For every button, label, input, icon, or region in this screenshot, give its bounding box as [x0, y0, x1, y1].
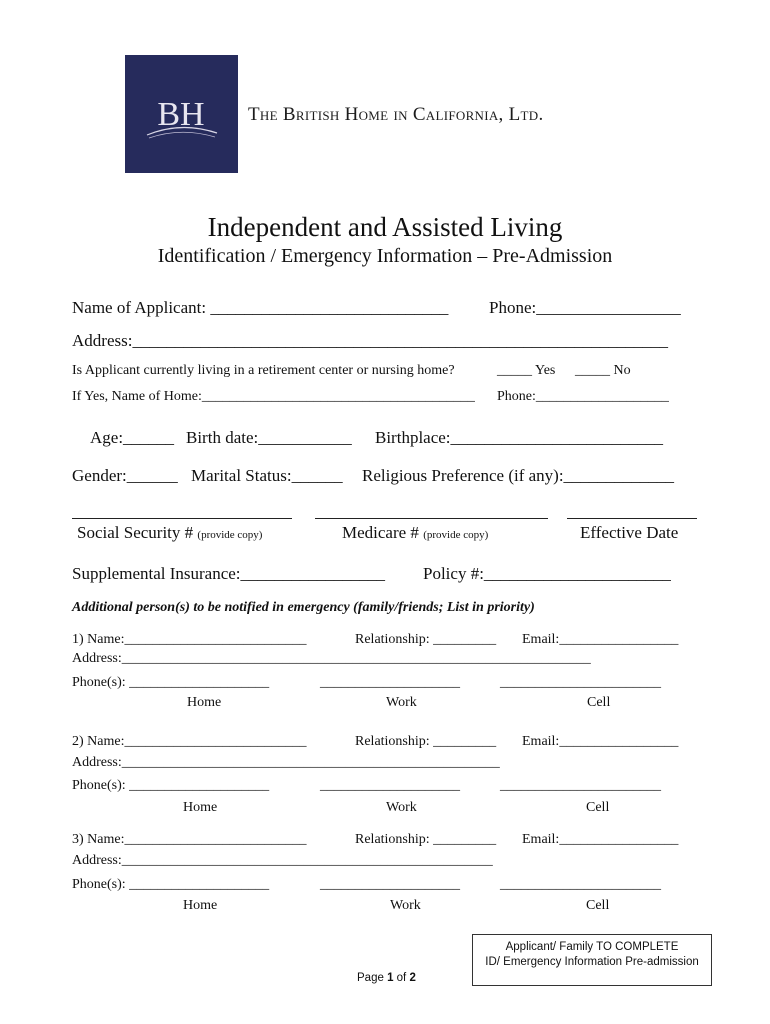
medicare-line[interactable] — [315, 518, 548, 519]
home-phone-field[interactable]: Phone:___________________ — [497, 389, 669, 404]
applicant-address-field[interactable]: Address:_______________________________________________________________ — [72, 331, 668, 350]
ssn-line[interactable] — [72, 518, 292, 519]
contact-2-cell-label: Cell — [586, 800, 610, 815]
living-question: Is Applicant currently living in a retirement center or nursing home? — [72, 363, 455, 378]
logo — [125, 55, 238, 173]
page-subtitle: Identification / Emergency Information – Pre-Admission — [157, 245, 613, 267]
birthplace-field[interactable]: Birthplace:_________________________ — [375, 428, 664, 447]
contact-2-work-label: Work — [386, 800, 417, 815]
contact-1-email-field[interactable]: Email:_________________ — [522, 632, 679, 647]
contact-2-name-field[interactable]: 2) Name:__________________________ — [72, 734, 307, 749]
home-name-field[interactable]: If Yes, Name of Home:_______________________________________ — [72, 389, 475, 404]
company-name: The British Home in California, Ltd. — [248, 104, 544, 125]
effective-date-line[interactable] — [567, 518, 697, 519]
marital-status-field[interactable]: Marital Status:______ — [191, 466, 343, 485]
contact-3-phone-home-field[interactable]: Phone(s): ____________________ — [72, 877, 270, 892]
contact-2-address-field[interactable]: Address:______________________________________________________ — [72, 755, 500, 770]
birth-date-field[interactable]: Birth date:___________ — [186, 428, 352, 447]
contact-1-phone-home-field[interactable]: Phone(s): ____________________ — [72, 675, 270, 690]
contact-3-phone-work-field[interactable]: ____________________ — [320, 877, 460, 892]
page-number: Page 1 of 2 — [357, 972, 416, 984]
contact-1-phone-cell-field[interactable]: _______________________ — [500, 675, 661, 690]
contact-3-phone-cell-field[interactable]: _______________________ — [500, 877, 661, 892]
ssn-note: (provide copy) — [197, 529, 263, 541]
contact-3-cell-label: Cell — [586, 898, 610, 913]
applicant-phone-field[interactable]: Phone:_________________ — [489, 298, 681, 317]
contact-3-email-field[interactable]: Email:_________________ — [522, 832, 679, 847]
religious-preference-field[interactable]: Religious Preference (if any):_____________ — [362, 466, 675, 485]
completion-note-line-1: Applicant/ Family TO COMPLETE — [505, 941, 679, 953]
contact-3-home-label: Home — [183, 898, 218, 913]
gender-field[interactable]: Gender:______ — [72, 466, 178, 485]
contact-1-phone-work-field[interactable]: ____________________ — [320, 675, 460, 690]
contact-2-relationship-field[interactable]: Relationship: _________ — [355, 734, 497, 749]
effective-date-label: Effective Date — [580, 523, 679, 542]
contact-3-name-field[interactable]: 3) Name:__________________________ — [72, 832, 307, 847]
contact-2-phone-home-field[interactable]: Phone(s): ____________________ — [72, 778, 270, 793]
supplemental-insurance-field[interactable]: Supplemental Insurance:_________________ — [72, 564, 386, 583]
contact-1-address-field[interactable]: Address:___________________________________________________________________ — [72, 651, 591, 666]
contact-2-home-label: Home — [183, 800, 218, 815]
ssn-label: Social Security # (provide copy) — [77, 523, 263, 542]
medicare-label: Medicare # (provide copy) — [342, 523, 489, 542]
bh-monogram-icon — [125, 55, 238, 173]
page-title: Independent and Assisted Living — [207, 212, 563, 242]
living-no-field[interactable]: _____ No — [575, 363, 631, 378]
contact-2-email-field[interactable]: Email:_________________ — [522, 734, 679, 749]
contact-3-address-field[interactable]: Address:_____________________________________________________ — [72, 853, 493, 868]
contact-1-work-label: Work — [386, 695, 417, 710]
applicant-name-field[interactable]: Name of Applicant: ____________________________ — [72, 298, 449, 317]
contact-1-cell-label: Cell — [587, 695, 611, 710]
emergency-heading: Additional person(s) to be notified in emergency (family/friends; List in priority) — [72, 600, 535, 615]
contact-2-phone-work-field[interactable]: ____________________ — [320, 778, 460, 793]
contact-1-relationship-field[interactable]: Relationship: _________ — [355, 632, 497, 647]
living-yes-field[interactable]: _____ Yes — [497, 363, 556, 378]
policy-number-field[interactable]: Policy #:______________________ — [423, 564, 671, 583]
completion-note-line-2: ID/ Emergency Information Pre-admission — [485, 956, 699, 968]
age-field[interactable]: Age:______ — [90, 428, 175, 447]
contact-3-work-label: Work — [390, 898, 421, 913]
contact-1-name-field[interactable]: 1) Name:__________________________ — [72, 632, 307, 647]
contact-1-home-label: Home — [187, 695, 222, 710]
contact-3-relationship-field[interactable]: Relationship: _________ — [355, 832, 497, 847]
contact-2-phone-cell-field[interactable]: _______________________ — [500, 778, 661, 793]
medicare-note: (provide copy) — [423, 529, 489, 541]
completion-note-box — [472, 934, 712, 986]
logo-text: BH — [157, 96, 205, 133]
